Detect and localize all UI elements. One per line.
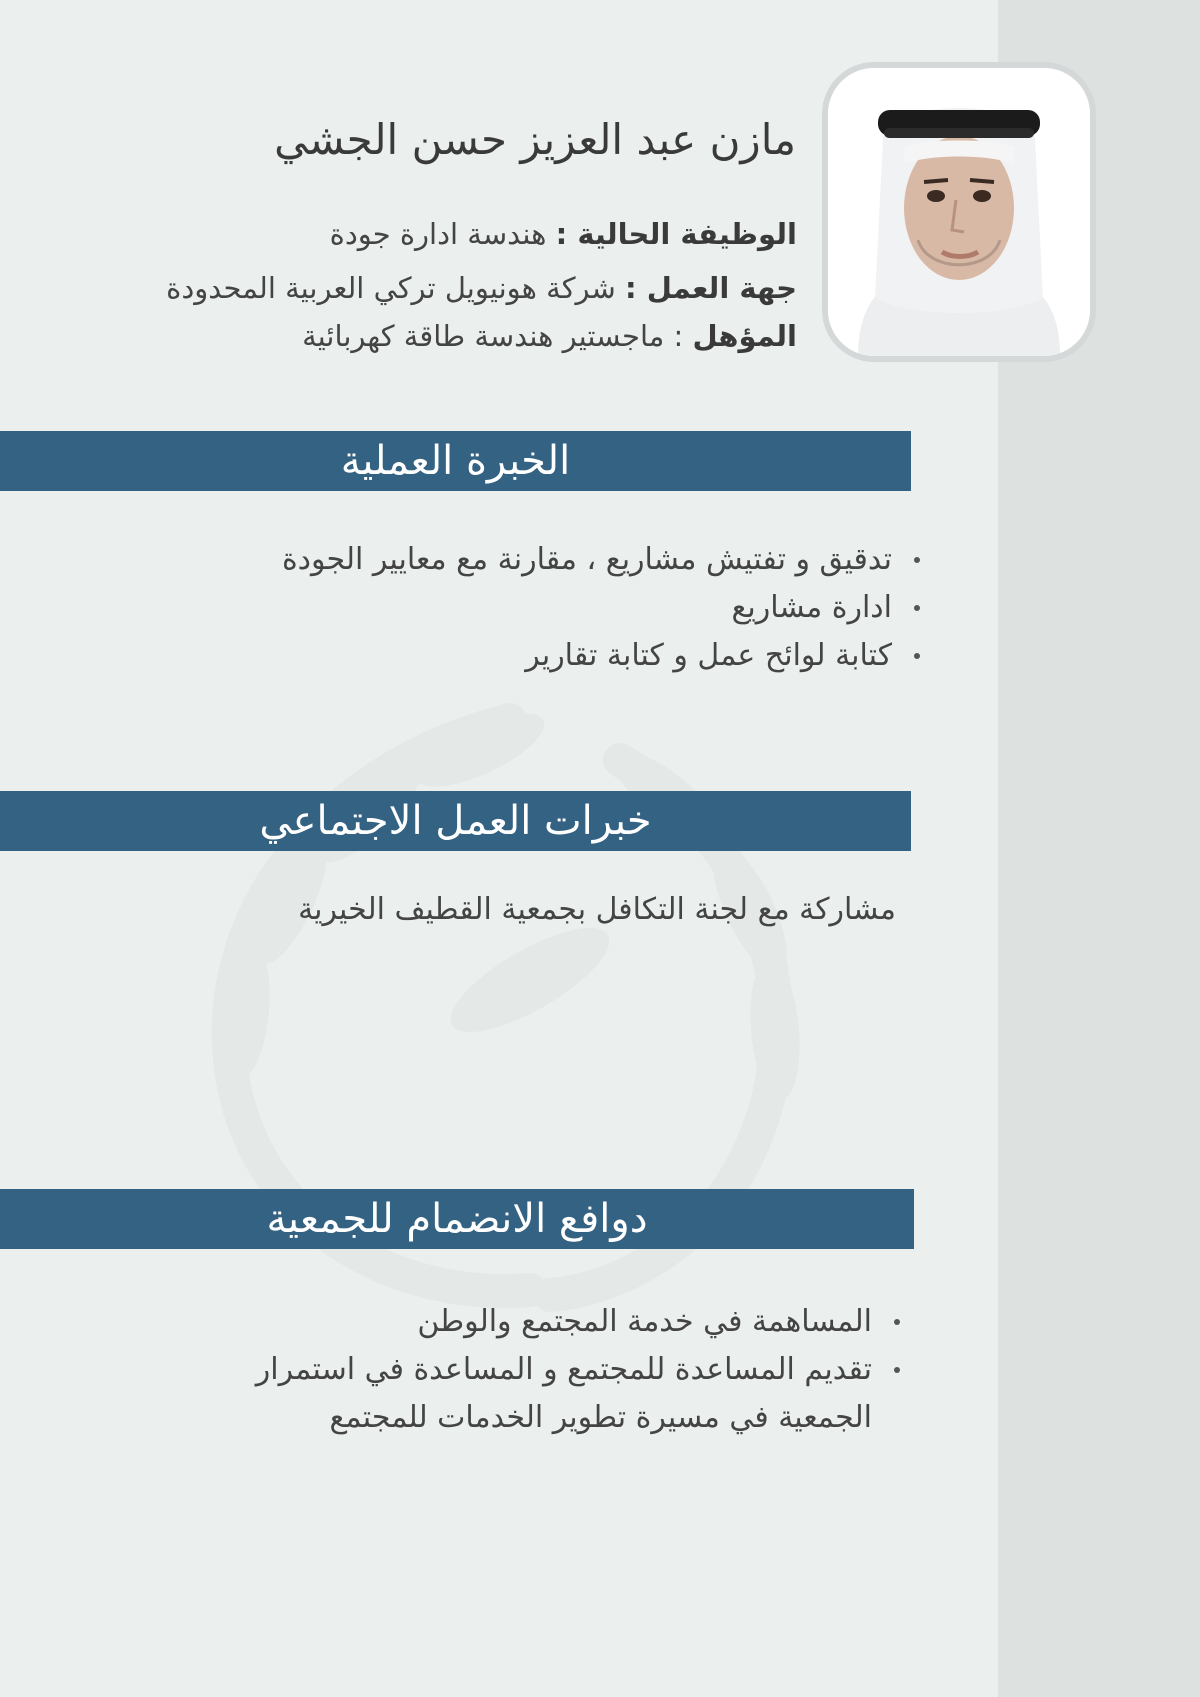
bullet-dot-icon <box>914 605 920 611</box>
list-item <box>60 1346 900 1442</box>
bullet-dot-icon <box>914 557 920 563</box>
employer-value: شركة هونيويل تركي العربية المحدودة <box>166 271 616 305</box>
qualification-line <box>20 316 797 356</box>
employer-label: جهة العمل : <box>625 271 797 305</box>
employer-line <box>20 268 797 308</box>
bullet-dot-icon <box>894 1367 900 1373</box>
experience-section-title: الخبرة العملية <box>0 431 911 491</box>
list-item <box>60 632 920 680</box>
social-experience-text: مشاركة مع لجنة التكافل بجمعية القطيف الخيرية <box>298 892 896 927</box>
experience-item-2: ادارة مشاريع <box>731 590 892 625</box>
list-item <box>60 536 920 584</box>
experience-item-3: كتابة لوائح عمل و كتابة تقارير <box>525 638 892 673</box>
current-job-label: الوظيفة الحالية : <box>555 217 797 251</box>
person-portrait-icon <box>828 68 1090 356</box>
current-job-value: هندسة ادارة جودة <box>329 217 547 251</box>
bullet-dot-icon <box>914 653 920 659</box>
motives-section-title: دوافع الانضمام للجمعية <box>0 1189 914 1249</box>
current-job-line <box>20 214 797 254</box>
qualification-value: : ماجستير هندسة طاقة كهربائية <box>302 319 684 353</box>
person-name: مازن عبد العزيز حسن الجشي <box>274 115 796 164</box>
motive-item-2-continuation: الجمعية في مسيرة تطوير الخدمات للمجتمع <box>329 1400 872 1435</box>
bullet-dot-icon <box>894 1319 900 1325</box>
motives-list <box>60 1298 900 1442</box>
qualification-label: المؤهل <box>692 319 797 353</box>
list-item <box>60 1298 900 1346</box>
motive-item-2: تقديم المساعدة للمجتمع و المساعدة في استمرار <box>255 1352 872 1387</box>
experience-list <box>60 536 920 680</box>
profile-photo <box>822 62 1096 362</box>
experience-item-1: تدقيق و تفتيش مشاريع ، مقارنة مع معايير الجودة <box>281 542 892 577</box>
motive-item-1: المساهمة في خدمة المجتمع والوطن <box>417 1304 872 1339</box>
list-item <box>60 584 920 632</box>
social-section-title: خبرات العمل الاجتماعي <box>0 791 911 851</box>
